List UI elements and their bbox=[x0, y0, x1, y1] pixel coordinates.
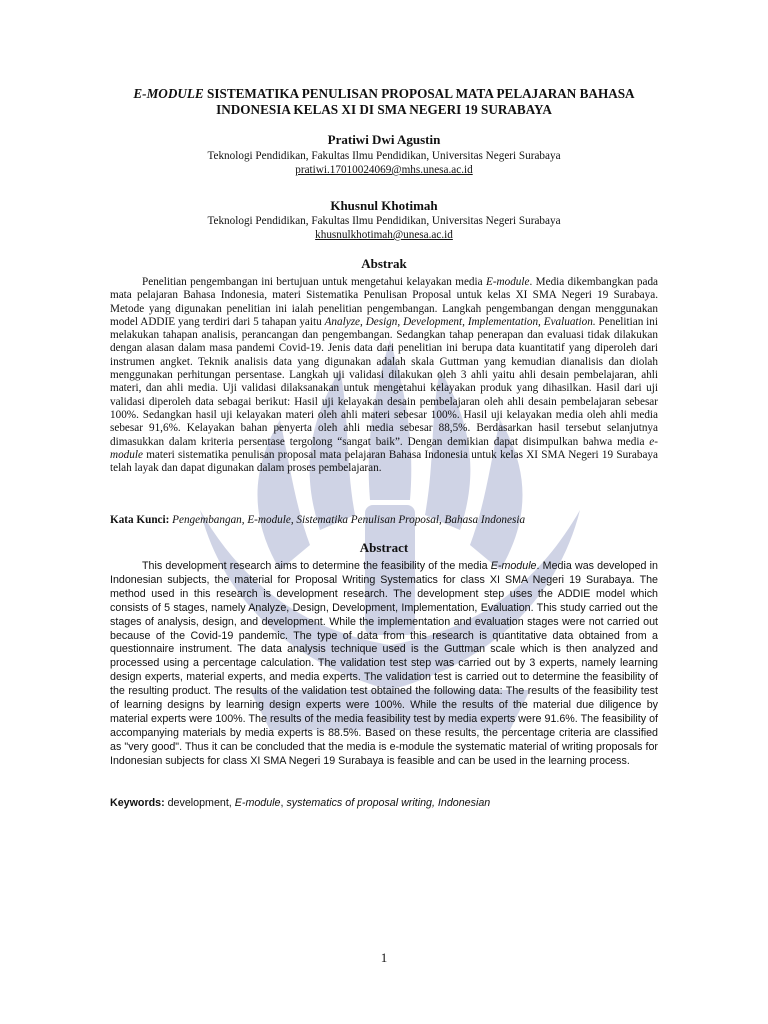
author-name-2: Khusnul Khotimah bbox=[330, 198, 438, 213]
author-name-1: Pratiwi Dwi Agustin bbox=[327, 132, 441, 147]
email-link-2[interactable]: khusnulkhotimah@unesa.ac.id bbox=[315, 229, 453, 241]
page-number: 1 bbox=[380, 950, 388, 965]
abstract-body: This development research aims to determine the feasibility of the media E-module. Media was developed in Indonesian subjects, the material for Proposal Writing Systematics for class XI SMA Negeri 19 Surabaya. The method used in this research is development research. The development step uses the ADDIE model which consists of 5 stages, namely Analyze, Design, Development, Implementation, Evaluation. This study carried out the stages of analysis, design, and development. While the implementation and evaluation stages were not carried out because of the Covid-19 pandemic. The type of data from this research is quantitative data obtained from a questionnaire instrument. The data analysis technique used is the Guttman scale which is then analyzed and processed using a percentage calculation. The validation test step was carried out by 3 experts, namely learning design experts, material experts, and media experts. The validation test is carried out to determine the feasibility of the resulting product. The results of the validation test obtained the following data: The results of the feasibility test of learning designs by learning design experts were 100%. While the results of the material due diligence by material experts were 100%. The results of the media feasibility test by media experts were 91.6%. The feasibility of accompanying materials by media experts is 88.5%. Based on these results, the percentage criteria are classified as "very good". Thus it can be concluded that the media is e-module the systematic material of writing proposals for Indonesian subjects for class XI SMA Negeri 19 Surabaya is feasible and can be used in the learning process. bbox=[110, 560, 659, 767]
paper-title bbox=[100, 86, 668, 118]
abstrak-body: Penelitian pengembangan ini bertujuan untuk mengetahui kelayakan media E-module. Media dikembangkan pada mata pelajaran Bahasa Indonesia, materi Sistematika Penulisan Proposal untuk kelas XI SMA Negeri 19 Surabaya. Metode yang digunakan penelitian ini ialah penelitian pengembangan. Langkah pengembangan dengan menggunakan model ADDIE yang terdiri dari 5 tahapan yaitu Analyze, Design, Development, Implementation, Evaluation. Penelitian ini melakukan tahapan analisis, perancangan dan pengembangan. Sedangkan tahap penerapan dan evaluasi tidak dilakukan dengan alasan dalam masa pandemi Covid-19. Jenis data dari penelitian ini berupa data kuantitatif yang diperoleh dari instrumen angket. Teknik analisis data yang digunakan adalah skala Guttman yang kemudian dianalisis dan diolah menggunakan perhitungan persentase. Langkah uji validasi dilakukan oleh 3 ahli yaitu ahli desain pembelajaran, ahli materi, dan ahli media. Uji validasi dilaksanakan untuk mengetahui kelayakan produk yang dihasilkan. Hasil dari uji validasi diperoleh data sebagai berikut: Hasil uji kelayakan desain pembelajaran oleh ahli desain pembelajaran sebesar 100%. Sedangkan hasil uji kelayakan materi oleh ahli materi sebesar 100%. Hasil uji kelayakan media oleh ahli media sebesar 91,6%. Kelayakan bahan penyerta oleh ahli media sebesar 88,5%. Berdasarkan hasil tersebut selanjutnya dimasukkan dalam kriteria persentase tergolong “sangat baik”. Dengan demikian dapat disimpulkan bahwa media e-module materi sistematika penulisan proposal mata pelajaran Bahasa Indonesia untuk kelas XI SMA Negeri 19 Surabaya telah layak dan dapat digunakan dalam proses pembelajaran. bbox=[110, 276, 659, 475]
kata-kunci-values: Pengembangan, E-module, Sistematika Penulisan Proposal, Bahasa Indonesia bbox=[172, 514, 526, 526]
keywords-label: Keywords: bbox=[110, 797, 165, 809]
kata-kunci bbox=[110, 514, 670, 526]
title-main-part: SISTEMATIKA PENULISAN PROPOSAL MATA PELAJARAN BAHASA INDONESIA KELAS XI DI SMA NEGERI 19 SURABAYA bbox=[203, 86, 635, 117]
kata-kunci-label: Kata Kunci: bbox=[110, 514, 170, 526]
author-affiliation-2: Teknologi Pendidikan, Fakultas Ilmu Pendidikan, Universitas Negeri Surabaya bbox=[207, 215, 561, 227]
author-email-2[interactable] bbox=[90, 229, 678, 241]
author-affiliation-1: Teknologi Pendidikan, Fakultas Ilmu Pendidikan, Universitas Negeri Surabaya bbox=[207, 150, 561, 162]
keywords: Keywords: development, E-module, systematics of proposal writing, Indonesian bbox=[110, 797, 491, 809]
email-link-1[interactable]: pratiwi.17010024069@mhs.unesa.ac.id bbox=[295, 164, 473, 176]
author-email-1[interactable] bbox=[90, 164, 678, 176]
abstrak-heading: Abstrak bbox=[361, 256, 407, 271]
title-italic-part: E-MODULE bbox=[133, 86, 204, 101]
abstract-heading: Abstract bbox=[359, 540, 409, 555]
